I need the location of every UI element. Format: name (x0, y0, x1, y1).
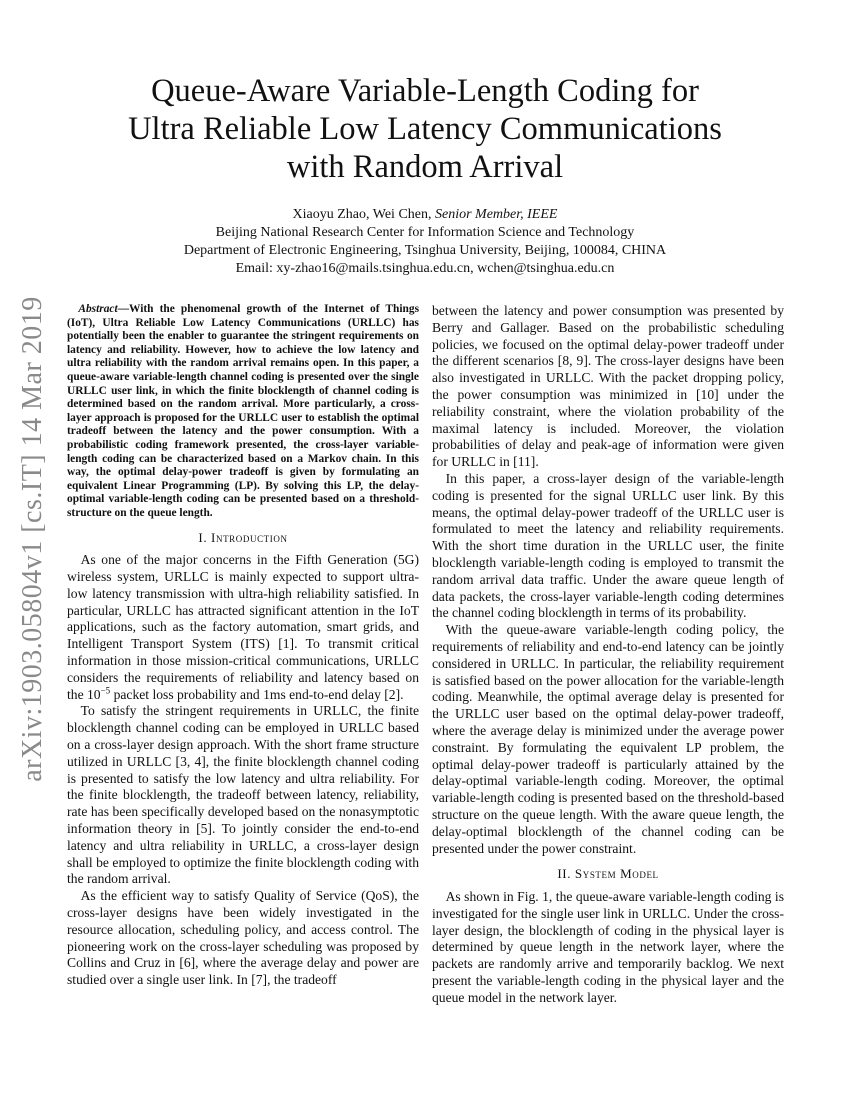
section-heading-introduction: I. Introduction (198, 529, 288, 545)
body-paragraph: between the latency and power consumption was presented by Berry and Gallager. Based on the probabilistic scheduling policies, we focused on the optimal delay-power tradeoff under the different scenarios [8, 9]. The cross-layer designs have been also investigated in URLLC. With the packet dropping policy, the power consumption was minimized in [10] under the reliability constraint, where the violation probability of the maximal latency is included. Moreover, the violation probabilities of delay and peak-age of information were given for URLLC in [11]. (432, 303, 784, 470)
abstract-label: Abstract (78, 303, 118, 315)
title-line: Queue-Aware Variable-Length Coding for (151, 73, 699, 109)
title-line: Ultra Reliable Low Latency Communications (128, 111, 722, 147)
body-paragraph: With the queue-aware variable-length coding policy, the requirements of reliability and end-to-end latency can be jointly considered in URLLC. In particular, the reliability requirement is satisfied based on the power allocation for the variable-length coding. Meanwhile, the optimal average delay is presented for the URLLC user based on the optimal delay-power tradeoff, where the average delay is minimized under the average power constraint. By formulating the equivalent LP problem, the optimal delay-power tradeoff is particularly attained by the delay-optimal variable-length coding. Moreover, the optimal variable-length coding is presented based on the threshold-based structure on the queue length. With the aware queue length, the delay-optimal blocklength of the channel coding can be presented under the power constraint. (432, 622, 784, 856)
paragraph-text: As one of the major concerns in the Fifth Generation (5G) wireless system, URLLC is mainly expected to support ultra-low latency transmission with ultra-high reliability satisfied. In particular, URLLC has attracted significant attention in the IoT applications, such as the factory automation, smart grids, and Intelligent Transport System (ITS) [1]. To transmit critical information in those mission-critical communications, URLLC considers the requirements of reliability and latency based on the 10 (67, 552, 419, 702)
affiliation-1: Beijing National Research Center for Information Science and Technology (215, 225, 635, 240)
body-paragraph: As the efficient way to satisfy Quality of Service (QoS), the cross-layer designs have been widely investigated in the resource allocation, scheduling policy, and access control. The pioneering work on the cross-layer scheduling was proposed by Collins and Cruz in [6], where the average delay and power are studied over a single user link. In [7], the tradeoff (67, 888, 419, 988)
right-column (432, 303, 784, 1007)
author-title: Senior Member, IEEE (435, 207, 558, 222)
body-paragraph: In this paper, a cross-layer design of the variable-length coding is presented for the signal URLLC user link. By this means, the optimal delay-power tradeoff of the URLLC user is formulated to meet the latency and reliability requirements. With the short time duration in the URLLC user, the finite blocklength variable-length coding is employed to transmit the random arrival data traffic. Under the aware queue length of data packets, the cross-layer variable-length coding determines the channel coding blocklength in terms of its probability. (432, 470, 784, 621)
author-email: Email: xy-zhao16@mails.tsinghua.edu.cn, wchen@tsinghua.edu.cn (235, 261, 615, 276)
left-column (67, 303, 419, 989)
section-heading-system-model: II. System Model (557, 866, 659, 882)
paragraph-text: packet loss probability and 1ms end-to-end delay [2]. (110, 686, 404, 702)
arxiv-identifier-stamp: arXiv:1903.05804v1 [cs.IT] 14 Mar 2019 (17, 296, 48, 782)
author-names: Xiaoyu Zhao, Wei Chen, (292, 207, 435, 222)
exponent: −5 (100, 685, 111, 696)
author-block (80, 206, 770, 278)
abstract-text: —With the phenomenal growth of the Internet of Things (IoT), Ultra Reliable Low Latency Communications (URLLC) has potentially been the enabler to guarantee the stringent requirements on latency and reliability. However, how to achieve the low latency and ultra reliability with the random arrival remains open. In this paper, a queue-aware variable-length channel coding is presented over the single URLLC user link, in which the finite blocklength of channel coding is determined based on the random arrival. More particularly, a cross-layer approach is proposed for the URLLC user to establish the optimal tradeoff between the latency and the power consumption. With a probabilistic coding framework presented, the cross-layer variable-length coding can be characterized based on a Markov chain. In this way, the optimal delay-power tradeoff is given by formulating an equivalent Linear Programming (LP). By solving this LP, the delay-optimal variable-length coding can be presented based on a threshold-structure on the queue length. (67, 303, 419, 519)
affiliation-2: Department of Electronic Engineering, Tsinghua University, Beijing, 100084, CHINA (183, 243, 667, 258)
abstract (67, 303, 419, 521)
body-paragraph (67, 552, 419, 703)
author-names-line (80, 206, 770, 224)
body-paragraph: As shown in Fig. 1, the queue-aware variable-length coding is investigated for the single user link in URLLC. Under the cross-layer design, the blocklength of coding in the physical layer is determined by queue length in the network layer, where the packets are randomly arrive and temporarily backlog. We next present the variable-length coding in the physical layer and the queue model in the network layer. (432, 889, 784, 1005)
body-paragraph: To satisfy the stringent requirements in URLLC, the finite blocklength channel coding can be employed in URLLC based on a cross-layer design approach. With the short frame structure utilized in URLLC [3, 4], the finite blocklength channel coding is presented to satisfy the low latency and ultra reliability. For the finite blocklength, the tradeoff between latency, reliability, rate has been specifically developed based on the nonasymptotic information theory in [5]. To jointly consider the end-to-end latency and ultra reliability in URLLC, a cross-layer design shall be employed to optimize the finite blocklength coding with the random arrival. (67, 703, 419, 887)
paper-title (80, 72, 770, 186)
title-line: with Random Arrival (286, 149, 564, 185)
